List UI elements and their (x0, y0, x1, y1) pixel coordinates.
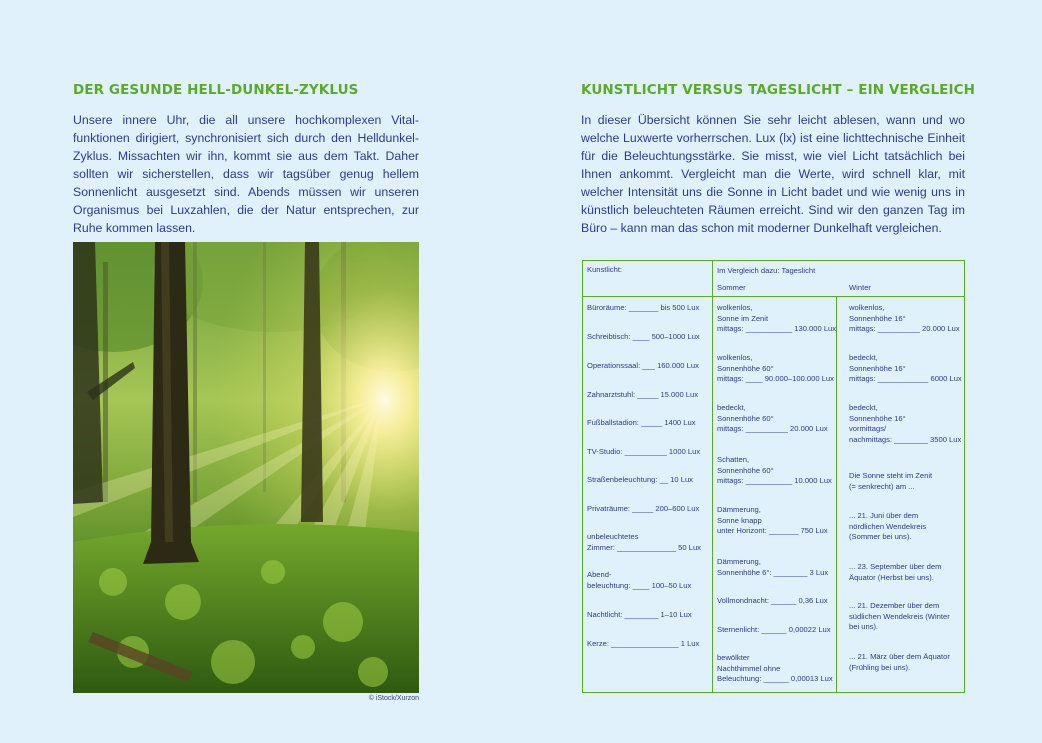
table-entry: ... 23. September über dem Äquator (Herbst bei uns). (849, 562, 942, 582)
right-paragraph: In dieser Übersicht können Sie sehr leicht ablesen, wann und wo welche Luxwerte vorherrschen. Lux (lx) ist eine lichttechnische Einheit für die Beleuchtungsstärke. Sie misst, wie viel Licht tatsächlich bei Ihnen ankommt. Vergleicht man die Werte, wird schnell klar, mit welcher Intensität uns die Sonne in Licht badet und wie wenig uns in künstlich beleuchteten Räumen erreicht. Sind wir den ganzen Tag im Büro – kann man das schon mit moderner Dunkelhaft vergleichen. (581, 113, 965, 235)
table-entry: Schatten, Sonnenhöhe 60° mittags: ___________ 10.000 Lux (717, 455, 832, 485)
table-entry: Vollmondnacht: ______ 0,36 Lux (717, 596, 828, 605)
table-entry: bedeckt, Sonnenhöhe 16° mittags: ____________ 6000 Lux (849, 353, 962, 383)
kunstlicht-header: Kunstlicht: (587, 265, 623, 274)
table-entry: ... 21. März über dem Äquator (Frühling bei uns). (849, 652, 950, 672)
table-entry: Straßenbeleuchtung: __ 10 Lux (587, 475, 693, 484)
table-entry: Die Sonne steht im Zenit (= senkrecht) am ... (849, 471, 933, 491)
table-entry: Kerze: ________________ 1 Lux (587, 639, 700, 648)
table-entry: bedeckt, Sonnenhöhe 60° mittags: __________ 20.000 Lux (717, 403, 828, 433)
column-divider (712, 261, 713, 692)
header-divider (583, 296, 964, 297)
table-entry: Abend- beleuchtung: ____ 100–50 Lux (587, 570, 692, 590)
compare-header: Im Vergleich dazu: Tageslicht (717, 266, 816, 275)
table-entry: ... 21. Juni über dem nördlichen Wendekreis (Sommer bei uns). (849, 511, 927, 541)
lux-comparison-table (582, 260, 965, 693)
table-entry: Dämmerung, Sonnenhöhe 6°: ________ 3 Lux (717, 557, 829, 577)
table-entry: Dämmerung, Sonne knapp unter Horizont: _______ 750 Lux (717, 505, 828, 535)
table-entry: Privaträume: _____ 200–600 Lux (587, 504, 700, 513)
table-entry: Zahnarztstuhl: _____ 15.000 Lux (587, 390, 699, 399)
left-paragraph: Unsere innere Uhr, die all unsere hochkomplexen Vitalfunktionen dirigiert, synchronisiert sich durch den Helldunkel-Zyklus. Missachten wir ihn, kommt sie aus dem Takt. Daher sollten wir sicherstellen, dass wir tagsüber genug hellem Sonnenlicht ausgesetzt sind. Abends müssen wir unseren Organismus bei Luxzahlen, die der Natur entsprechen, zur Ruhe kommen lassen. (73, 113, 419, 235)
right-heading: KUNSTLICHT VERSUS TAGESLICHT – EIN VERGLEICH (581, 82, 975, 98)
table-entry: Büroräume: _______ bis 500 Lux (587, 303, 700, 312)
table-entry: Fußballstadion: _____ 1400 Lux (587, 418, 696, 427)
table-entry: unbeleuchtetes Zimmer: ______________ 50 Lux (587, 532, 701, 552)
table-entry: TV-Studio: __________ 1000 Lux (587, 447, 701, 456)
forest-photo (73, 242, 419, 693)
table-entry: Schreibtisch: ____ 500–1000 Lux (587, 332, 700, 341)
table-entry: wolkenlos, Sonnenhöhe 16° mittags: __________ 20.000 Lux (849, 303, 960, 333)
summer-header: Sommer (717, 283, 746, 292)
winter-header: Winter (849, 283, 871, 292)
left-heading: DER GESUNDE HELL-DUNKEL-ZYKLUS (73, 82, 359, 98)
table-entry: bewölkter Nachthimmel ohne Beleuchtung: ______ 0,00013 Lux (717, 653, 833, 683)
table-entry: Operationssaal: ___ 160.000 Lux (587, 361, 699, 370)
photo-credit: © iStock/Xurzon (368, 695, 419, 702)
table-entry: wolkenlos, Sonnenhöhe 60° mittags: ____ 90.000–100.000 Lux (717, 353, 834, 383)
table-entry: Sternenlicht: ______ 0,00022 Lux (717, 625, 831, 634)
table-entry: ... 21. Dezember über dem südlichen Wendekreis (Winter bei uns). (849, 601, 950, 631)
table-entry: bedeckt, Sonnenhöhe 16° vormittags/ nachmittags: ________ 3500 Lux (849, 403, 962, 444)
table-entry: Nachtlicht: ________ 1–10 Lux (587, 610, 692, 619)
column-divider (836, 296, 837, 692)
table-entry: wolkenlos, Sonne im Zenit mittags: ___________ 130.000 Lux (717, 303, 837, 333)
